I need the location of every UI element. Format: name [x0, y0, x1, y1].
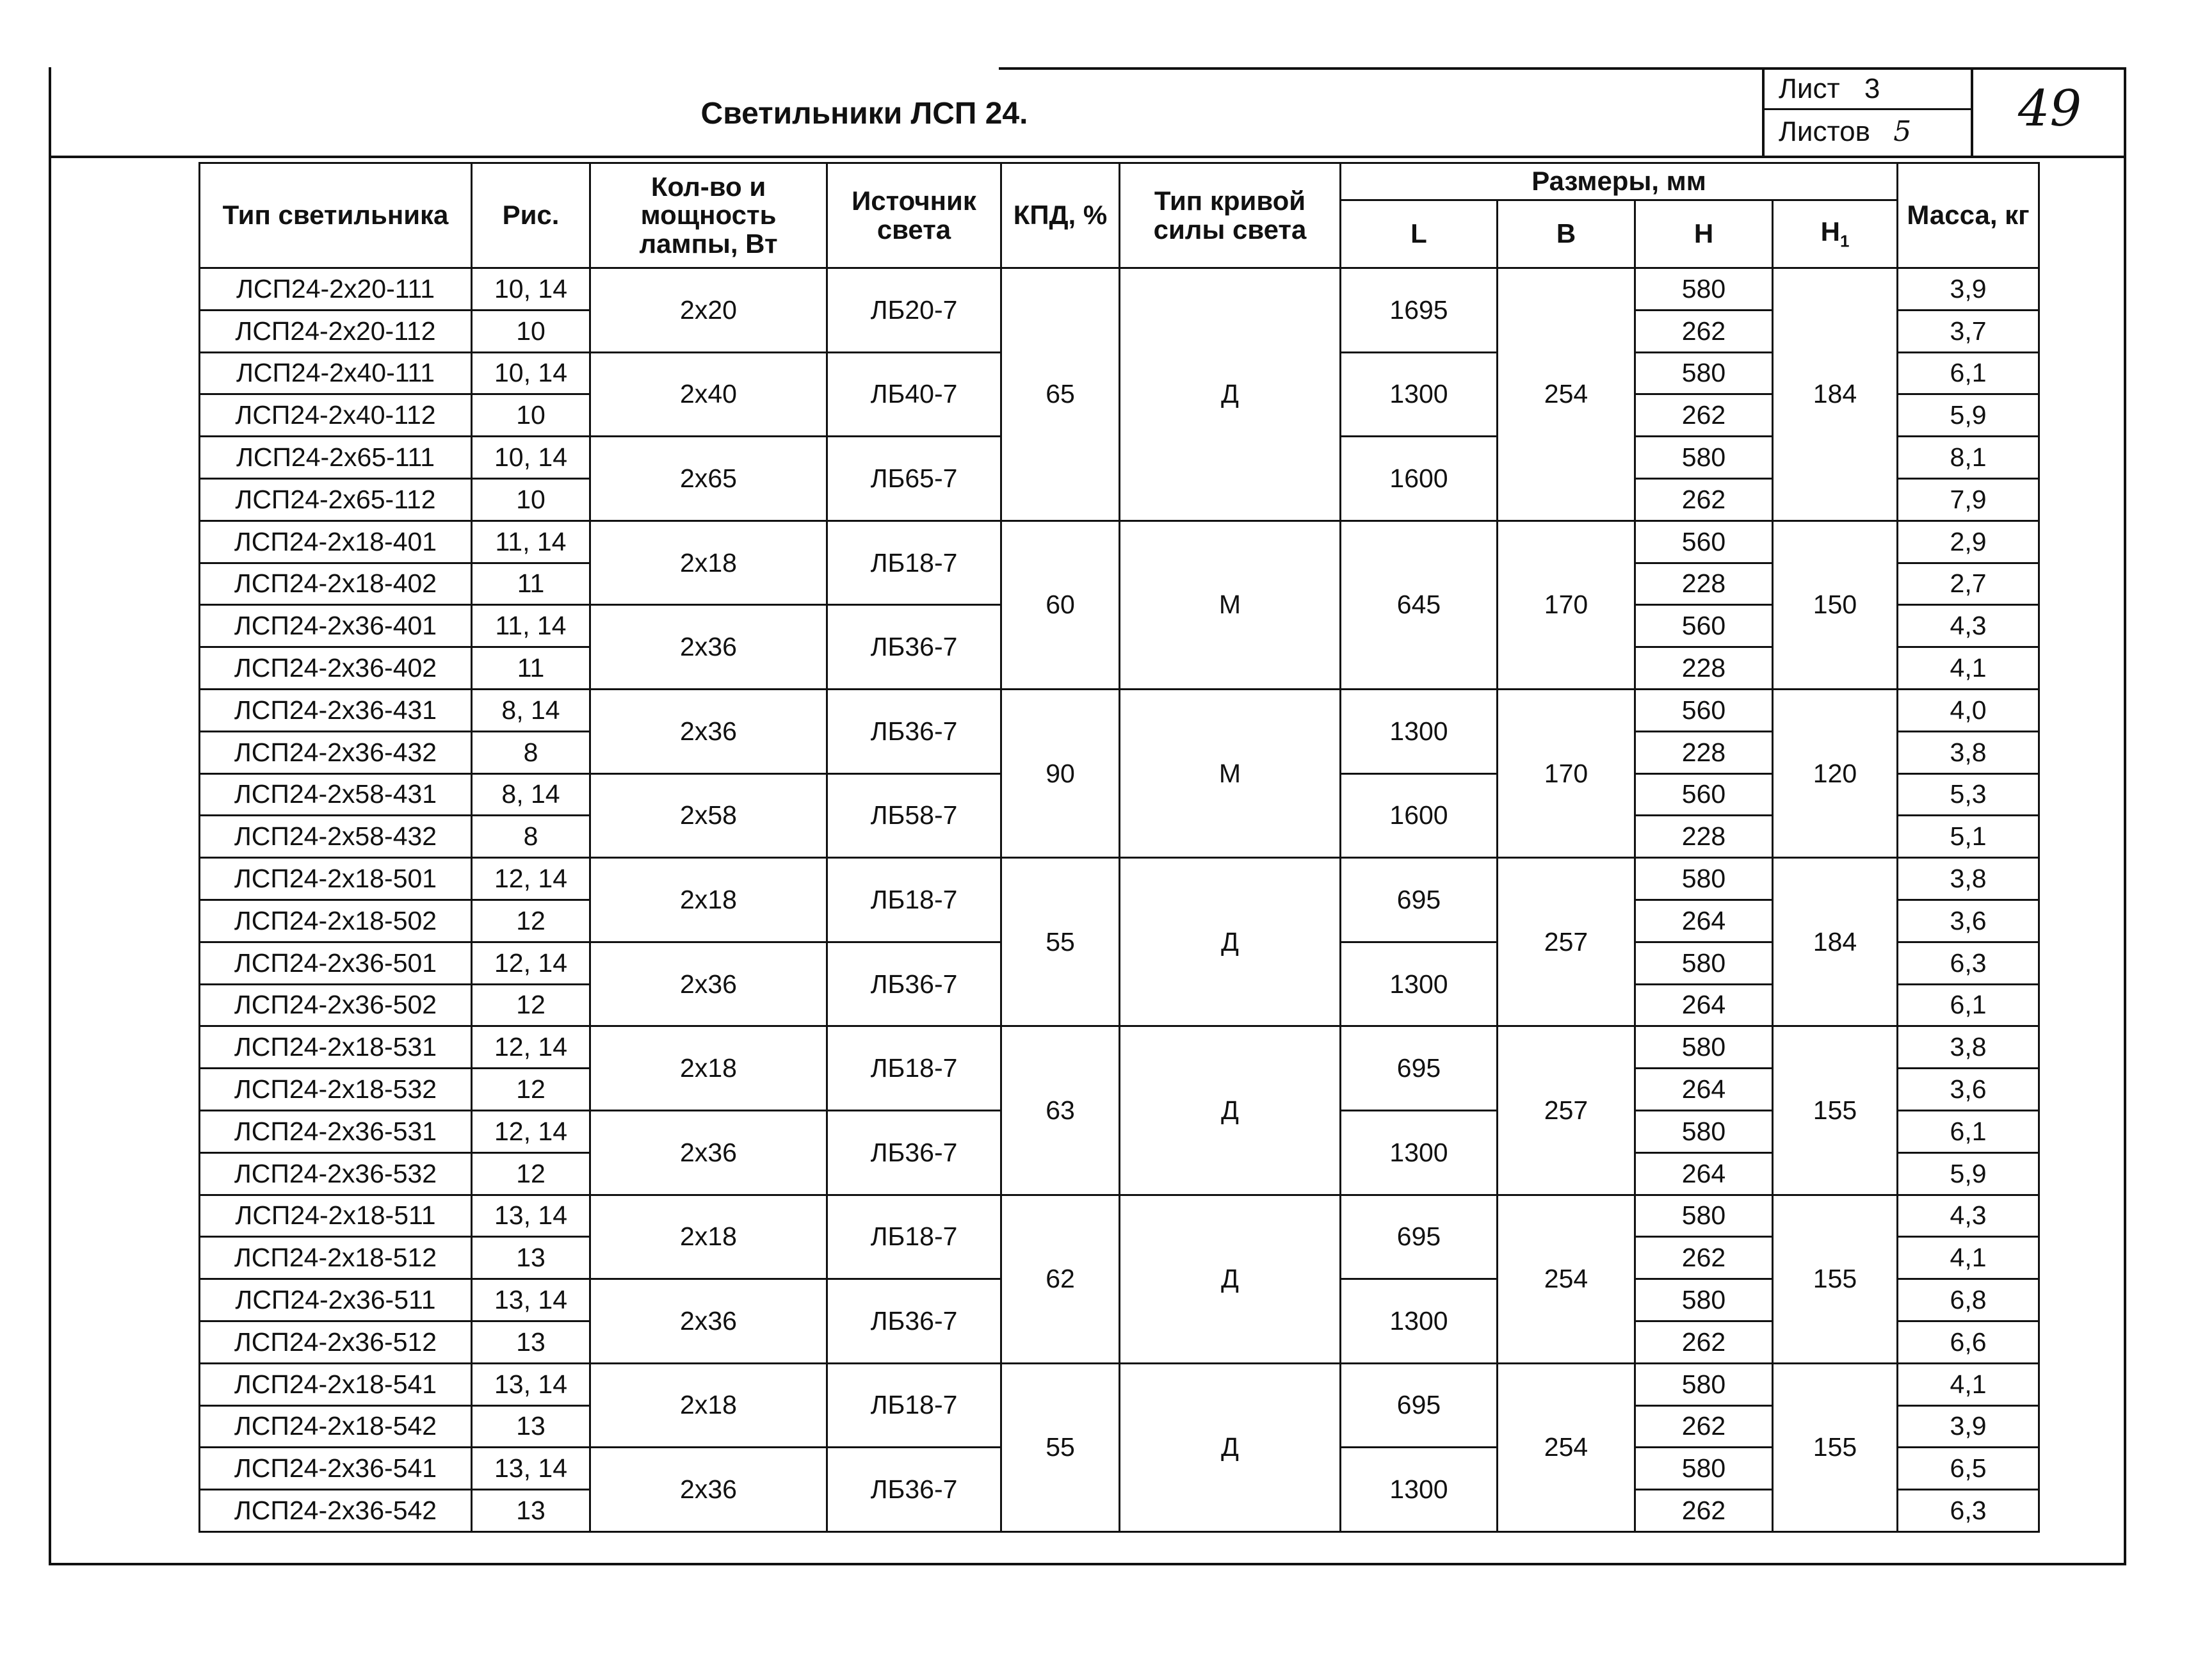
intensity-curve-cell: М: [1120, 521, 1341, 689]
light-source-cell: ЛБ18-7: [827, 858, 1001, 942]
figure-cell: 10, 14: [472, 437, 590, 479]
light-source-cell: ЛБ36-7: [827, 689, 1001, 773]
power-cell: 2х18: [590, 1195, 827, 1279]
luminaire-type-cell: ЛСП24-2х18-402: [200, 563, 472, 605]
mass-cell: 6,1: [1898, 984, 2039, 1026]
luminaire-type-cell: ЛСП24-2х36-531: [200, 1110, 472, 1152]
luminaire-type-cell: ЛСП24-2х36-532: [200, 1152, 472, 1195]
luminaire-type-cell: ЛСП24-2х36-502: [200, 984, 472, 1026]
figure-cell: 11, 14: [472, 521, 590, 563]
height-H-cell: 560: [1635, 773, 1773, 816]
header-efficiency: КПД, %: [1001, 163, 1120, 268]
height-H1-cell: 155: [1773, 1195, 1898, 1363]
figure-cell: 10, 14: [472, 352, 590, 394]
height-H-cell: 560: [1635, 521, 1773, 563]
height-H1-cell: 184: [1773, 858, 1898, 1026]
header-H1-main: H: [1820, 216, 1840, 247]
intensity-curve-cell: Д: [1120, 1363, 1341, 1531]
height-H1-cell: 155: [1773, 1026, 1898, 1195]
mass-cell: 4,1: [1898, 1237, 2039, 1279]
height-H-cell: 580: [1635, 437, 1773, 479]
luminaire-type-cell: ЛСП24-2х40-111: [200, 352, 472, 394]
height-H-cell: 264: [1635, 1069, 1773, 1111]
mass-cell: 4,3: [1898, 1195, 2039, 1237]
height-H-cell: 560: [1635, 689, 1773, 731]
luminaire-type-cell: ЛСП24-2х65-111: [200, 437, 472, 479]
title-separator: [49, 156, 2126, 158]
luminaire-type-cell: ЛСП24-2х18-542: [200, 1405, 472, 1448]
figure-cell: 12: [472, 900, 590, 942]
figure-cell: 13, 14: [472, 1279, 590, 1321]
light-source-cell: ЛБ36-7: [827, 942, 1001, 1026]
intensity-curve-cell: Д: [1120, 1026, 1341, 1195]
luminaire-type-cell: ЛСП24-2х36-501: [200, 942, 472, 984]
power-cell: 2х20: [590, 268, 827, 353]
luminaire-type-cell: ЛСП24-2х18-401: [200, 521, 472, 563]
table-row: [200, 268, 2039, 311]
mass-cell: 2,9: [1898, 521, 2039, 563]
height-H-cell: 262: [1635, 1405, 1773, 1448]
height-H-cell: 228: [1635, 563, 1773, 605]
figure-cell: 11, 14: [472, 605, 590, 647]
luminaire-type-cell: ЛСП24-2х18-532: [200, 1069, 472, 1111]
length-L-cell: 1300: [1341, 1279, 1498, 1364]
power-cell: 2х36: [590, 942, 827, 1026]
figure-cell: 12: [472, 984, 590, 1026]
length-L-cell: 695: [1341, 1363, 1498, 1448]
figure-cell: 10: [472, 394, 590, 437]
power-cell: 2х18: [590, 858, 827, 942]
luminaire-type-cell: ЛСП24-2х36-541: [200, 1448, 472, 1490]
width-B-cell: 257: [1498, 858, 1635, 1026]
mass-cell: 5,9: [1898, 1152, 2039, 1195]
length-L-cell: 1300: [1341, 689, 1498, 773]
figure-cell: 10, 14: [472, 268, 590, 311]
length-L-cell: 1300: [1341, 352, 1498, 437]
height-H-cell: 580: [1635, 268, 1773, 311]
height-H-cell: 264: [1635, 984, 1773, 1026]
mass-cell: 3,9: [1898, 1405, 2039, 1448]
luminaire-type-cell: ЛСП24-2х36-402: [200, 647, 472, 690]
width-B-cell: 254: [1498, 1363, 1635, 1531]
mass-cell: 5,3: [1898, 773, 2039, 816]
figure-cell: 12, 14: [472, 1110, 590, 1152]
height-H-cell: 262: [1635, 1321, 1773, 1363]
mass-cell: 2,7: [1898, 563, 2039, 605]
mass-cell: 5,1: [1898, 816, 2039, 858]
header-dimensions: Размеры, мм: [1341, 163, 1898, 200]
luminaire-type-cell: ЛСП24-2х18-541: [200, 1363, 472, 1405]
luminaire-type-cell: ЛСП24-2х36-511: [200, 1279, 472, 1321]
height-H-cell: 580: [1635, 352, 1773, 394]
mass-cell: 3,6: [1898, 1069, 2039, 1111]
light-source-cell: ЛБ58-7: [827, 773, 1001, 858]
length-L-cell: 1600: [1341, 437, 1498, 521]
mass-cell: 6,5: [1898, 1448, 2039, 1490]
luminaire-type-cell: ЛСП24-2х65-112: [200, 478, 472, 521]
figure-cell: 10: [472, 478, 590, 521]
luminaire-type-cell: ЛСП24-2х36-401: [200, 605, 472, 647]
intensity-curve-cell: М: [1120, 689, 1341, 857]
sheet-row: [1765, 67, 1971, 110]
figure-cell: 13, 14: [472, 1363, 590, 1405]
efficiency-cell: 63: [1001, 1026, 1120, 1195]
figure-cell: 12, 14: [472, 942, 590, 984]
mass-cell: 4,3: [1898, 605, 2039, 647]
table-row: [200, 521, 2039, 563]
header-mass: Масса, кг: [1898, 163, 2039, 268]
length-L-cell: 695: [1341, 1195, 1498, 1279]
header-H1-sub: 1: [1839, 231, 1850, 251]
mass-cell: 6,6: [1898, 1321, 2039, 1363]
mass-cell: 8,1: [1898, 437, 2039, 479]
efficiency-cell: 55: [1001, 858, 1120, 1026]
length-L-cell: 1600: [1341, 773, 1498, 858]
power-cell: 2х36: [590, 689, 827, 773]
efficiency-cell: 55: [1001, 1363, 1120, 1531]
luminaire-spec-table: [198, 162, 2040, 1533]
figure-cell: 10: [472, 310, 590, 352]
light-source-cell: ЛБ36-7: [827, 1110, 1001, 1195]
height-H-cell: 580: [1635, 1195, 1773, 1237]
table-row: [200, 1195, 2039, 1237]
figure-cell: 13: [472, 1405, 590, 1448]
intensity-curve-cell: Д: [1120, 858, 1341, 1026]
luminaire-type-cell: ЛСП24-2х58-431: [200, 773, 472, 816]
header-power: Кол-во и мощность лампы, Вт: [590, 163, 827, 268]
luminaire-type-cell: ЛСП24-2х20-112: [200, 310, 472, 352]
height-H-cell: 262: [1635, 478, 1773, 521]
light-source-cell: ЛБ18-7: [827, 1026, 1001, 1111]
power-cell: 2х40: [590, 352, 827, 437]
sheets-row: [1765, 110, 1971, 153]
height-H1-cell: 155: [1773, 1363, 1898, 1531]
power-cell: 2х18: [590, 1026, 827, 1111]
height-H-cell: 580: [1635, 1448, 1773, 1490]
luminaire-table-wrapper: [198, 162, 2038, 1533]
mass-cell: 6,8: [1898, 1279, 2039, 1321]
light-source-cell: ЛБ18-7: [827, 521, 1001, 605]
mass-cell: 3,8: [1898, 1026, 2039, 1069]
figure-cell: 11: [472, 647, 590, 690]
power-cell: 2х58: [590, 773, 827, 858]
header-B: B: [1498, 200, 1635, 268]
table-header: [200, 163, 2039, 268]
mass-cell: 6,3: [1898, 942, 2039, 984]
mass-cell: 4,1: [1898, 1363, 2039, 1405]
power-cell: 2х36: [590, 1110, 827, 1195]
document-title: Светильники ЛСП 24.: [700, 97, 1028, 131]
figure-cell: 12, 14: [472, 858, 590, 900]
sheet-number: 3: [1864, 73, 1880, 104]
width-B-cell: 170: [1498, 689, 1635, 857]
figure-cell: 8: [472, 731, 590, 773]
table-row: [200, 1363, 2039, 1405]
width-B-cell: 170: [1498, 521, 1635, 689]
width-B-cell: 254: [1498, 1195, 1635, 1363]
length-L-cell: 1300: [1341, 942, 1498, 1026]
mass-cell: 4,1: [1898, 647, 2039, 690]
header-fig: Рис.: [472, 163, 590, 268]
height-H-cell: 580: [1635, 858, 1773, 900]
light-source-cell: ЛБ18-7: [827, 1363, 1001, 1448]
figure-cell: 13, 14: [472, 1195, 590, 1237]
length-L-cell: 1695: [1341, 268, 1498, 353]
length-L-cell: 695: [1341, 858, 1498, 942]
header-H1: [1773, 200, 1898, 268]
table-row: [200, 1026, 2039, 1069]
mass-cell: 6,3: [1898, 1490, 2039, 1532]
sheets-label: Листов: [1779, 116, 1870, 147]
width-B-cell: 257: [1498, 1026, 1635, 1195]
power-cell: 2х65: [590, 437, 827, 521]
height-H1-cell: 120: [1773, 689, 1898, 857]
header-row-1: [200, 163, 2039, 200]
luminaire-type-cell: ЛСП24-2х18-502: [200, 900, 472, 942]
luminaire-type-cell: ЛСП24-2х20-111: [200, 268, 472, 311]
sheets-number: 5: [1893, 115, 1912, 148]
mass-cell: 7,9: [1898, 478, 2039, 521]
figure-cell: 8, 14: [472, 773, 590, 816]
height-H-cell: 228: [1635, 816, 1773, 858]
page-number: 49: [2017, 80, 2082, 138]
figure-cell: 13: [472, 1321, 590, 1363]
height-H1-cell: 150: [1773, 521, 1898, 689]
height-H-cell: 560: [1635, 605, 1773, 647]
luminaire-type-cell: ЛСП24-2х18-531: [200, 1026, 472, 1069]
table-row: [200, 689, 2039, 731]
height-H1-cell: 184: [1773, 268, 1898, 521]
luminaire-type-cell: ЛСП24-2х18-501: [200, 858, 472, 900]
luminaire-type-cell: ЛСП24-2х58-432: [200, 816, 472, 858]
figure-cell: 13: [472, 1490, 590, 1532]
power-cell: 2х36: [590, 1448, 827, 1532]
light-source-cell: ЛБ40-7: [827, 352, 1001, 437]
length-L-cell: 695: [1341, 1026, 1498, 1111]
mass-cell: 4,0: [1898, 689, 2039, 731]
figure-cell: 8, 14: [472, 689, 590, 731]
light-source-cell: ЛБ36-7: [827, 1279, 1001, 1364]
luminaire-type-cell: ЛСП24-2х36-542: [200, 1490, 472, 1532]
height-H-cell: 580: [1635, 1110, 1773, 1152]
header-type: Тип светильника: [200, 163, 472, 268]
height-H-cell: 262: [1635, 1490, 1773, 1532]
power-cell: 2х18: [590, 1363, 827, 1448]
light-source-cell: ЛБ18-7: [827, 1195, 1001, 1279]
light-source-cell: ЛБ65-7: [827, 437, 1001, 521]
figure-cell: 12: [472, 1152, 590, 1195]
height-H-cell: 580: [1635, 1026, 1773, 1069]
header-source: Источник света: [827, 163, 1001, 268]
height-H-cell: 262: [1635, 394, 1773, 437]
efficiency-cell: 62: [1001, 1195, 1120, 1363]
length-L-cell: 1300: [1341, 1448, 1498, 1532]
header-H: H: [1635, 200, 1773, 268]
luminaire-type-cell: ЛСП24-2х18-511: [200, 1195, 472, 1237]
efficiency-cell: 65: [1001, 268, 1120, 521]
figure-cell: 13, 14: [472, 1448, 590, 1490]
length-L-cell: 645: [1341, 521, 1498, 689]
header-L: L: [1341, 200, 1498, 268]
mass-cell: 6,1: [1898, 352, 2039, 394]
intensity-curve-cell: Д: [1120, 1195, 1341, 1363]
figure-cell: 11: [472, 563, 590, 605]
sheet-label: Лист: [1779, 73, 1840, 104]
height-H-cell: 580: [1635, 1363, 1773, 1405]
figure-cell: 8: [472, 816, 590, 858]
height-H-cell: 262: [1635, 310, 1773, 352]
mass-cell: 6,1: [1898, 1110, 2039, 1152]
intensity-curve-cell: Д: [1120, 268, 1341, 521]
luminaire-type-cell: ЛСП24-2х18-512: [200, 1237, 472, 1279]
luminaire-type-cell: ЛСП24-2х36-512: [200, 1321, 472, 1363]
luminaire-type-cell: ЛСП24-2х36-432: [200, 731, 472, 773]
light-source-cell: ЛБ20-7: [827, 268, 1001, 353]
figure-cell: 13: [472, 1237, 590, 1279]
light-source-cell: ЛБ36-7: [827, 605, 1001, 690]
mass-cell: 3,9: [1898, 268, 2039, 311]
mass-cell: 3,7: [1898, 310, 2039, 352]
figure-cell: 12, 14: [472, 1026, 590, 1069]
power-cell: 2х36: [590, 1279, 827, 1364]
mass-cell: 5,9: [1898, 394, 2039, 437]
height-H-cell: 228: [1635, 647, 1773, 690]
height-H-cell: 228: [1635, 731, 1773, 773]
power-cell: 2х18: [590, 521, 827, 605]
mass-cell: 3,6: [1898, 900, 2039, 942]
width-B-cell: 254: [1498, 268, 1635, 521]
luminaire-type-cell: ЛСП24-2х36-431: [200, 689, 472, 731]
height-H-cell: 264: [1635, 1152, 1773, 1195]
figure-cell: 12: [472, 1069, 590, 1111]
length-L-cell: 1300: [1341, 1110, 1498, 1195]
table-row: [200, 858, 2039, 900]
height-H-cell: 264: [1635, 900, 1773, 942]
efficiency-cell: 90: [1001, 689, 1120, 857]
table-body: [200, 268, 2039, 1532]
luminaire-type-cell: ЛСП24-2х40-112: [200, 394, 472, 437]
efficiency-cell: 60: [1001, 521, 1120, 689]
sheet-info-box: [1762, 67, 1973, 156]
light-source-cell: ЛБ36-7: [827, 1448, 1001, 1532]
height-H-cell: 580: [1635, 1279, 1773, 1321]
height-H-cell: 262: [1635, 1237, 1773, 1279]
mass-cell: 3,8: [1898, 731, 2039, 773]
mass-cell: 3,8: [1898, 858, 2039, 900]
header-curve: Тип кривой силы света: [1120, 163, 1341, 268]
height-H-cell: 580: [1635, 942, 1773, 984]
power-cell: 2х36: [590, 605, 827, 690]
